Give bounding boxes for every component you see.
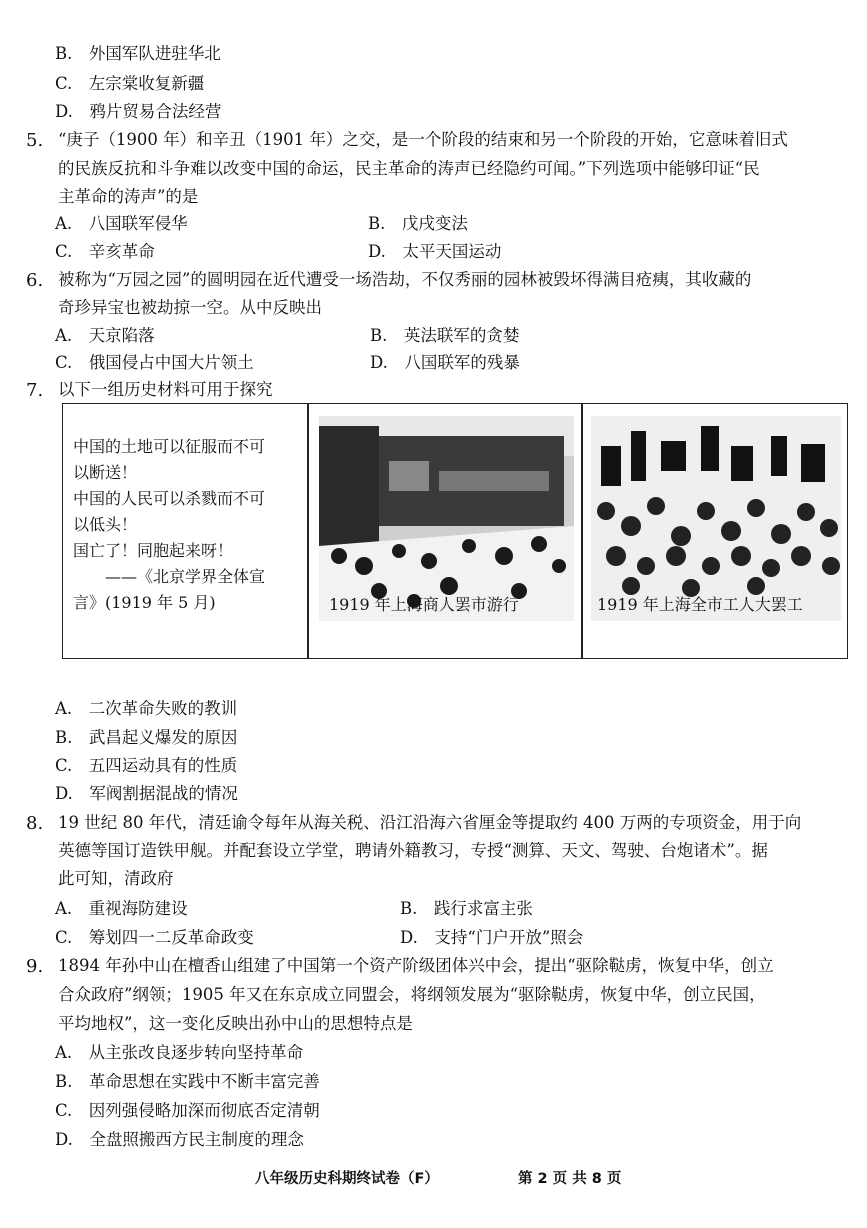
q4-option-c: C. 左宗棠收复新疆 bbox=[55, 74, 205, 93]
q8-stem-line-2: 英德等国订造铁甲舰。并配套设立学堂，聘请外籍教习，专授“测算、天文、驾驶、台炮诸术”。据 bbox=[58, 841, 768, 860]
q5-number: 5. bbox=[26, 130, 44, 151]
workers-strike-photo bbox=[591, 416, 841, 621]
q6-stem-line-2: 奇珍异宝也被劫掠一空。从中反映出 bbox=[58, 298, 322, 317]
q8-stem-line-3: 此可知，清政府 bbox=[58, 869, 174, 888]
q9-option-b: B. 革命思想在实践中不断丰富完善 bbox=[55, 1072, 320, 1091]
q8-option-a: A. 重视海防建设 bbox=[55, 899, 188, 918]
q7-option-b: B. 武昌起义爆发的原因 bbox=[55, 728, 238, 747]
q9-option-d: D. 全盘照搬西方民主制度的理念 bbox=[55, 1130, 304, 1149]
q8-stem-line-1: 19 世纪 80 年代，清廷谕令每年从海关税、沿江沿海六省厘金等提取约 400 万两的专项资金，用于向 bbox=[58, 813, 802, 832]
merchants-strike-caption: 1919 年上海商人罢市游行 bbox=[329, 595, 519, 614]
quote-line: 以断送！ bbox=[73, 463, 138, 482]
q8-number: 8. bbox=[26, 813, 44, 834]
q9-stem-line-2: 合众政府”纲领；1905 年又在东京成立同盟会，将纲领发展为“驱除鞑虏，恢复中华，创立民国， bbox=[58, 985, 766, 1004]
q7-number: 7. bbox=[26, 380, 44, 401]
q9-option-a: A. 从主张改良逐步转向坚持革命 bbox=[55, 1043, 304, 1062]
q8-option-d: D. 支持“门户开放”照会 bbox=[400, 928, 584, 947]
quote-line: ——《北京学界全体宣 bbox=[73, 567, 266, 586]
page-number-footer: 第 2 页 共 8 页 bbox=[518, 1171, 622, 1187]
quote-line: 国亡了！同胞起来呀！ bbox=[73, 541, 234, 560]
q9-stem-line-3: 平均地权”，这一变化反映出孙中山的思想特点是 bbox=[58, 1014, 413, 1033]
q6-stem-line-1: 被称为“万园之园”的圆明园在近代遭受一场浩劫，不仅秀丽的园林被毁坏得满目疮痍，其收藏的 bbox=[58, 270, 752, 289]
q6-number: 6. bbox=[26, 270, 44, 291]
q6-option-a: A. 天京陷落 bbox=[55, 326, 155, 345]
exam-title-footer: 八年级历史科期终试卷（F） bbox=[255, 1171, 439, 1187]
q6-option-d: D. 八国联军的残暴 bbox=[370, 353, 520, 372]
q9-option-c: C. 因列强侵略加深而彻底否定清朝 bbox=[55, 1101, 320, 1120]
quote-line: 言》(1919 年 5 月) bbox=[73, 593, 216, 612]
figure-divider bbox=[307, 404, 309, 658]
q7-option-a: A. 二次革命失败的教训 bbox=[55, 699, 238, 718]
q7-stem: 以下一组历史材料可用于探究 bbox=[58, 380, 273, 399]
q7-option-d: D. 军阀割据混战的情况 bbox=[55, 784, 238, 803]
q4-option-b: B. 外国军队进驻华北 bbox=[55, 44, 221, 63]
q5-option-a: A. 八国联军侵华 bbox=[55, 214, 188, 233]
workers-strike-caption: 1919 年上海全市工人大罢工 bbox=[597, 595, 803, 614]
figure-divider bbox=[581, 404, 583, 658]
q9-stem-line-1: 1894 年孙中山在檀香山组建了中国第一个资产阶级团体兴中会，提出“驱除鞑虏，恢复中华，创立 bbox=[58, 956, 774, 975]
q5-stem-line-2: 的民族反抗和斗争难以改变中国的命运，民主革命的涛声已经隐约可闻。”下列选项中能够印证“民 bbox=[58, 159, 760, 178]
q5-option-c: C. 辛亥革命 bbox=[55, 242, 155, 261]
q9-number: 9. bbox=[26, 956, 44, 977]
quote-line: 中国的土地可以征服而不可 bbox=[73, 437, 266, 456]
q5-option-d: D. 太平天国运动 bbox=[368, 242, 502, 261]
merchants-strike-photo bbox=[319, 416, 574, 621]
q5-stem-line-3: 主革命的涛声”的是 bbox=[58, 187, 199, 206]
q8-option-c: C. 筹划四一二反革命政变 bbox=[55, 928, 254, 947]
q7-material-quote bbox=[73, 434, 305, 616]
q5-stem-line-1: “庚子（1900 年）和辛丑（1901 年）之交，是一个阶段的结束和另一个阶段的开始，它意味着旧式 bbox=[58, 130, 788, 149]
q4-option-d: D. 鸦片贸易合法经营 bbox=[55, 102, 222, 121]
q6-option-b: B. 英法联军的贪婪 bbox=[370, 326, 520, 345]
quote-line: 中国的人民可以杀戮而不可 bbox=[73, 489, 266, 508]
q8-option-b: B. 践行求富主张 bbox=[400, 899, 533, 918]
q5-option-b: B. 戊戌变法 bbox=[368, 214, 468, 233]
q7-option-c: C. 五四运动具有的性质 bbox=[55, 756, 238, 775]
q7-material-figure bbox=[62, 403, 848, 659]
q6-option-c: C. 俄国侵占中国大片领土 bbox=[55, 353, 254, 372]
quote-line: 以低头！ bbox=[73, 515, 138, 534]
